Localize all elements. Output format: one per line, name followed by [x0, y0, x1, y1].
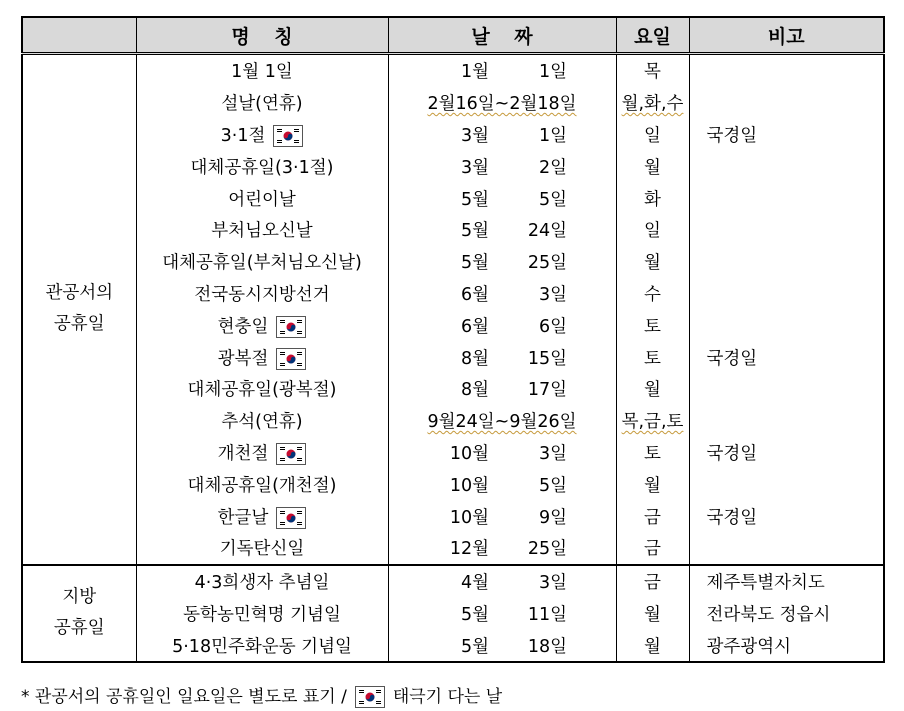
- note-cell: [689, 54, 884, 87]
- holiday-day: 1일: [538, 62, 567, 83]
- table-row: [22, 214, 884, 246]
- table-row: [22, 437, 884, 469]
- taegukgi-flag-icon: [276, 507, 306, 529]
- holiday-date-cell: [388, 598, 616, 630]
- holiday-name-cell: [136, 437, 388, 469]
- weekday-cell: [616, 565, 689, 598]
- holiday-name-cell: [136, 246, 388, 278]
- holiday-name: 대체공휴일(개천절): [187, 475, 337, 496]
- note-cell: [689, 468, 884, 500]
- weekday-cell: [616, 182, 689, 214]
- group-label-line: 지방: [62, 587, 97, 608]
- note-cell: [689, 119, 884, 151]
- weekday: 수: [644, 284, 661, 305]
- weekday-cell: [616, 373, 689, 405]
- holiday-month: 4월: [460, 573, 489, 594]
- holiday-name: 동학농민혁명 기념일: [183, 604, 341, 625]
- holiday-name: 대체공휴일(부처님오신날): [162, 253, 362, 274]
- holiday-day: 2일: [538, 157, 567, 178]
- holiday-date-cell: [388, 246, 616, 278]
- holiday-day: 24일: [527, 221, 567, 242]
- holiday-date-cell: [388, 373, 616, 405]
- holiday-name-cell: [136, 373, 388, 405]
- holiday-day: 6일: [538, 316, 567, 337]
- holiday-name: 대체공휴일(광복절): [187, 380, 337, 401]
- holiday-day: 11일: [527, 604, 567, 625]
- holiday-name-cell: [136, 629, 388, 662]
- note-cell: [689, 278, 884, 310]
- weekday-cell: [616, 437, 689, 469]
- note-text: 전라북도 정읍시: [706, 604, 831, 625]
- holiday-month: 10월: [449, 507, 489, 528]
- holiday-day: 3일: [538, 443, 567, 464]
- holiday-table: [21, 16, 885, 663]
- note-text: 광주광역시: [706, 636, 792, 657]
- holiday-name: 추석(연휴): [221, 412, 303, 433]
- weekday: 금: [644, 507, 661, 528]
- header-weekday: 요일: [616, 17, 689, 54]
- holiday-month: 3월: [460, 125, 489, 146]
- holiday-name-cell: [136, 87, 388, 119]
- table-row: [22, 87, 884, 119]
- footnote: [21, 682, 502, 708]
- header-empty-cell: [22, 17, 136, 54]
- table-row: [22, 598, 884, 630]
- weekday-cell: [616, 309, 689, 341]
- holiday-date-cell: [388, 565, 616, 598]
- group-label-line: 공휴일: [53, 618, 105, 639]
- table-row: [22, 182, 884, 214]
- holiday-month: 10월: [449, 443, 489, 464]
- holiday-month: 12월: [449, 539, 489, 560]
- weekday: 월: [644, 636, 661, 657]
- holiday-day: 9일: [538, 507, 567, 528]
- holiday-date-cell: [388, 214, 616, 246]
- holiday-name: 광복절: [217, 348, 269, 369]
- weekday: 토: [644, 316, 661, 337]
- holiday-month: 5월: [460, 189, 489, 210]
- note-cell: [689, 500, 884, 532]
- holiday-date-cell: [388, 182, 616, 214]
- weekday-cell: [616, 54, 689, 87]
- taegukgi-flag-icon: [273, 125, 303, 147]
- table-row: [22, 341, 884, 373]
- note-cell: [689, 629, 884, 662]
- note-text: 국경일: [706, 443, 758, 464]
- holiday-name: 5·18민주화운동 기념일: [172, 636, 352, 657]
- holiday-name-cell: [136, 468, 388, 500]
- weekday-cell: [616, 246, 689, 278]
- holiday-month: 5월: [460, 604, 489, 625]
- holiday-name-cell: [136, 214, 388, 246]
- note-text: 국경일: [706, 507, 758, 528]
- weekday-cell: [616, 278, 689, 310]
- weekday-cell: [616, 341, 689, 373]
- holiday-day: 18일: [527, 636, 567, 657]
- holiday-table-wrapper: [21, 16, 883, 663]
- holiday-name: 전국동시지방선거: [194, 284, 330, 305]
- holiday-name-cell: [136, 565, 388, 598]
- holiday-date-cell: [388, 119, 616, 151]
- holiday-day: 25일: [527, 539, 567, 560]
- table-row: [22, 500, 884, 532]
- note-cell: [689, 565, 884, 598]
- weekday-cell: [616, 119, 689, 151]
- footnote-prefix: * 관공서의 공휴일인 일요일은 별도로 표기 /: [21, 687, 347, 707]
- taegukgi-flag-icon: [276, 443, 306, 465]
- group-label-line: 관공서의: [45, 283, 114, 304]
- holiday-name-cell: [136, 309, 388, 341]
- table-row: [22, 565, 884, 598]
- taegukgi-flag-icon: [276, 316, 306, 338]
- weekday-cell: [616, 87, 689, 119]
- holiday-name: 현충일: [217, 316, 269, 337]
- holiday-month: 8월: [460, 380, 489, 401]
- weekday: 월: [644, 253, 661, 274]
- note-cell: [689, 182, 884, 214]
- table-row: [22, 150, 884, 182]
- holiday-date-cell: [388, 500, 616, 532]
- weekday: 일: [644, 125, 661, 146]
- holiday-name: 4·3희생자 추념일: [194, 573, 330, 594]
- weekday-cell: [616, 500, 689, 532]
- group-label-line: 공휴일: [53, 314, 105, 335]
- holiday-name: 한글날: [217, 507, 269, 528]
- weekday: 금: [644, 573, 661, 594]
- holiday-date-cell: [388, 341, 616, 373]
- holiday-name: 기독탄신일: [219, 539, 305, 560]
- holiday-day: 5일: [538, 475, 567, 496]
- holiday-name-cell: [136, 278, 388, 310]
- holiday-date-range: 9월24일~9월26일: [427, 412, 577, 433]
- table-row: [22, 373, 884, 405]
- holiday-name-cell: [136, 500, 388, 532]
- holiday-name-cell: [136, 119, 388, 151]
- holiday-name: 3·1절: [220, 125, 266, 146]
- holiday-date-cell: [388, 629, 616, 662]
- holiday-name: 어린이날: [228, 189, 296, 210]
- taegukgi-flag-icon: [355, 686, 385, 708]
- holiday-day: 15일: [527, 348, 567, 369]
- weekday-cell: [616, 150, 689, 182]
- note-cell: [689, 405, 884, 437]
- weekday: 토: [644, 443, 661, 464]
- weekday-cell: [616, 532, 689, 565]
- note-text: 국경일: [706, 348, 758, 369]
- holiday-name: 대체공휴일(3·1절): [190, 157, 334, 178]
- holiday-name: 설날(연휴): [221, 94, 303, 115]
- note-cell: [689, 214, 884, 246]
- weekday: 월: [644, 380, 661, 401]
- note-cell: [689, 87, 884, 119]
- table-row: [22, 119, 884, 151]
- note-cell: [689, 532, 884, 565]
- weekday: 금: [644, 539, 661, 560]
- weekday-cell: [616, 405, 689, 437]
- weekday: 월,화,수: [621, 94, 684, 115]
- holiday-month: 6월: [460, 284, 489, 305]
- header-name: 명 칭: [136, 17, 388, 54]
- table-row: [22, 54, 884, 87]
- weekday: 목,금,토: [621, 412, 684, 433]
- note-cell: [689, 309, 884, 341]
- weekday: 일: [644, 221, 661, 242]
- holiday-date-cell: [388, 278, 616, 310]
- holiday-date-range: 2월16일~2월18일: [427, 94, 577, 115]
- holiday-month: 10월: [449, 475, 489, 496]
- table-row: [22, 278, 884, 310]
- weekday-cell: [616, 629, 689, 662]
- note-cell: [689, 150, 884, 182]
- holiday-name-cell: [136, 54, 388, 87]
- holiday-day: 5일: [538, 189, 567, 210]
- holiday-name-cell: [136, 405, 388, 437]
- holiday-name: 1월 1일: [231, 62, 293, 83]
- group-label-cell: [22, 565, 136, 662]
- weekday: 토: [644, 348, 661, 369]
- weekday-cell: [616, 214, 689, 246]
- holiday-day: 3일: [538, 284, 567, 305]
- holiday-name-cell: [136, 182, 388, 214]
- note-text: 제주특별자치도: [706, 573, 825, 594]
- holiday-month: 5월: [460, 636, 489, 657]
- holiday-date-cell: [388, 309, 616, 341]
- holiday-date-cell: [388, 468, 616, 500]
- holiday-date-cell: [388, 405, 616, 437]
- table-row: [22, 468, 884, 500]
- holiday-month: 6월: [460, 316, 489, 337]
- table-row: [22, 629, 884, 662]
- holiday-day: 3일: [538, 573, 567, 594]
- group-label-cell: [22, 54, 136, 565]
- table-row: [22, 246, 884, 278]
- holiday-month: 1월: [460, 62, 489, 83]
- header-note: 비고: [689, 17, 884, 54]
- holiday-month: 3월: [460, 157, 489, 178]
- holiday-name: 부처님오신날: [211, 221, 313, 242]
- note-cell: [689, 246, 884, 278]
- holiday-day: 17일: [527, 380, 567, 401]
- holiday-name-cell: [136, 341, 388, 373]
- holiday-date-cell: [388, 87, 616, 119]
- weekday: 목: [644, 62, 661, 83]
- table-row: [22, 532, 884, 565]
- table-header-row: [22, 17, 884, 54]
- note-text: 국경일: [706, 125, 758, 146]
- weekday: 월: [644, 604, 661, 625]
- taegukgi-flag-icon: [276, 348, 306, 370]
- holiday-name-cell: [136, 598, 388, 630]
- table-row: [22, 309, 884, 341]
- holiday-date-cell: [388, 437, 616, 469]
- holiday-date-cell: [388, 54, 616, 87]
- note-cell: [689, 341, 884, 373]
- holiday-name: 개천절: [217, 443, 269, 464]
- table-row: [22, 405, 884, 437]
- note-cell: [689, 373, 884, 405]
- footnote-suffix: 태극기 다는 날: [392, 687, 503, 707]
- weekday-cell: [616, 468, 689, 500]
- holiday-month: 5월: [460, 253, 489, 274]
- weekday: 화: [644, 189, 661, 210]
- holiday-name-cell: [136, 532, 388, 565]
- holiday-name-cell: [136, 150, 388, 182]
- holiday-day: 25일: [527, 253, 567, 274]
- holiday-date-cell: [388, 532, 616, 565]
- holiday-day: 1일: [538, 125, 567, 146]
- holiday-month: 5월: [460, 221, 489, 242]
- weekday: 월: [644, 475, 661, 496]
- note-cell: [689, 437, 884, 469]
- header-date: 날 짜: [388, 17, 616, 54]
- note-cell: [689, 598, 884, 630]
- weekday: 월: [644, 157, 661, 178]
- weekday-cell: [616, 598, 689, 630]
- holiday-month: 8월: [460, 348, 489, 369]
- holiday-date-cell: [388, 150, 616, 182]
